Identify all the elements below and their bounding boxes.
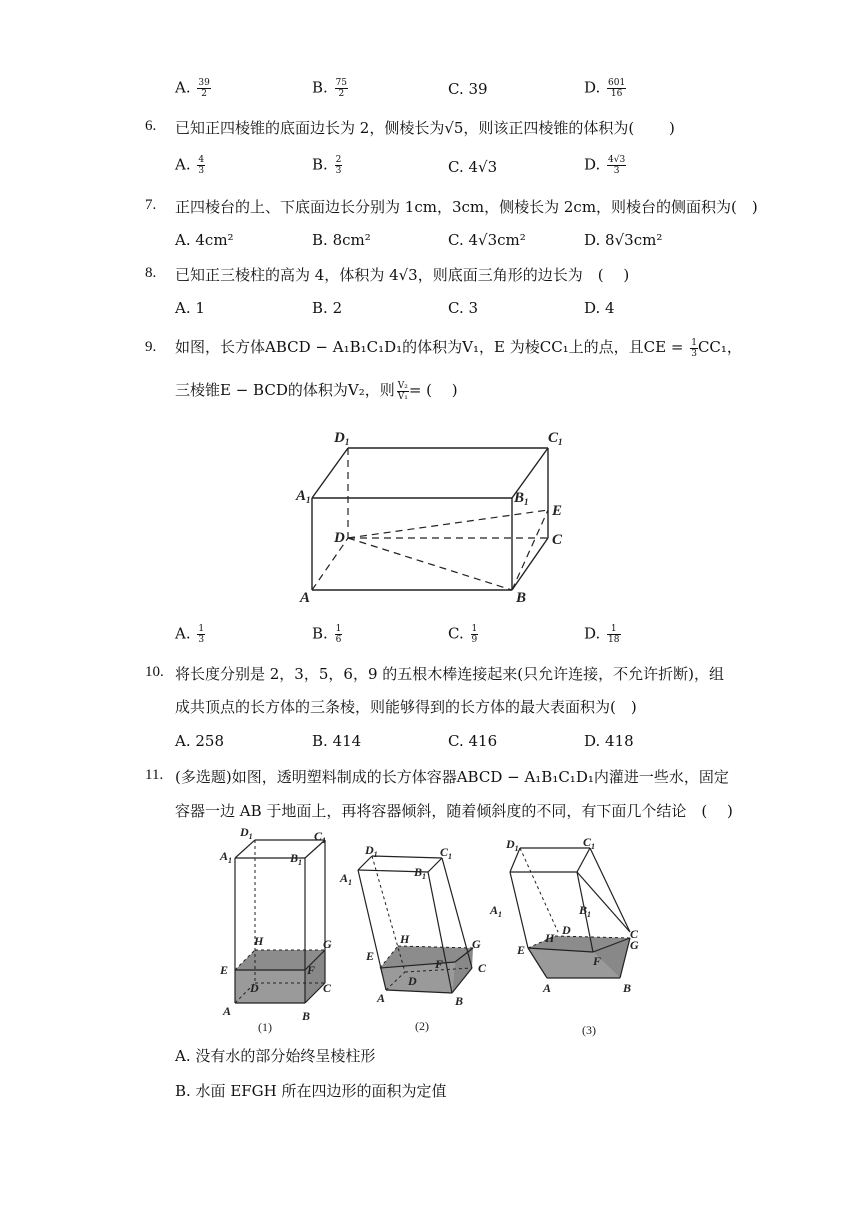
label-c: C (552, 532, 563, 548)
fraction: $\frac{1}{6}$ (335, 624, 342, 645)
question-number: 10. (145, 664, 164, 680)
label-b1: $B_1$ (579, 903, 592, 919)
question-text: 正四棱台的上、下底面边长分别为 1cm，3cm，侧棱长为 2cm，则棱台的侧面积为( ) (175, 198, 758, 216)
label-g: G (630, 938, 639, 952)
label-a1: $A_1$ (340, 871, 353, 887)
figure-1 (219, 825, 332, 1034)
container-diagrams (210, 820, 670, 1045)
q8-option-d[interactable]: D. 4 (584, 299, 615, 317)
q7-option-b[interactable]: B. 8cm² (312, 231, 371, 249)
q9-option-d[interactable]: D. $\frac{1}{18}$ (584, 624, 620, 645)
q10-option-a[interactable]: A. 258 (175, 732, 225, 750)
label-b: B (302, 1009, 311, 1023)
fraction: $\frac{601}{16}$ (608, 78, 626, 99)
fraction: $\frac{\text{V₂}}{\text{V₁}}$ (397, 380, 408, 402)
figure-2 (339, 843, 487, 1033)
question-text: 容器一边 AB 于地面上，再将容器倾斜，随着倾斜度的不同，有下面几个结论 ( ) (175, 802, 733, 820)
q9-option-b[interactable]: B. $\frac{1}{6}$ (312, 624, 342, 645)
label-b1: $B_1$ (414, 865, 427, 881)
q6-option-d[interactable]: D. $\frac{4√3}{3}$ (584, 155, 626, 176)
label-d1: $D_1$ (240, 825, 253, 841)
q11-option-b[interactable]: B. 水面 EFGH 所在四边形的面积为定值 (175, 1082, 447, 1100)
question-text: 成共顶点的长方体的三条棱，则能够得到的长方体的最大表面积为( ) (175, 698, 637, 716)
label-b1: $B_1$ (290, 851, 303, 867)
label-e: E (552, 503, 563, 519)
label-h: H (254, 934, 264, 948)
label-b1: $B_1$ (514, 490, 529, 507)
label-c: C (630, 927, 639, 941)
q7-option-c[interactable]: C. 4√3cm² (448, 231, 526, 249)
label-c1: $C_1$ (314, 829, 327, 845)
label-f: F (593, 954, 602, 968)
caption-3: (3) (582, 1023, 596, 1037)
question-number: 6. (145, 118, 157, 134)
question-text: 已知正四棱锥的底面边长为 2，侧棱长为√5，则该正四棱锥的体积为( ) (175, 119, 675, 137)
q8-option-b[interactable]: B. 2 (312, 299, 343, 317)
label-c1: $C_1$ (548, 430, 563, 447)
label-a: A (223, 1004, 232, 1018)
label-e: E (220, 963, 229, 977)
label-e: E (366, 949, 375, 963)
fraction: $\frac{1}{3}$ (691, 337, 697, 359)
question-text: 将长度分别是 2，3，5，6，9 的五根木棒连接起来(只允许连接，不允许折断)，组 (175, 665, 724, 683)
label-c1: $C_1$ (583, 835, 596, 851)
label-b: B (623, 981, 632, 995)
fraction: $\frac{4}{3}$ (198, 155, 205, 176)
label-d: D (334, 530, 345, 546)
q8-option-a[interactable]: A. 1 (175, 299, 205, 317)
label-b: B (455, 994, 464, 1008)
tilted-container-figures (210, 820, 670, 1045)
fraction: $\frac{75}{2}$ (335, 78, 348, 99)
label-a1: $A_1$ (220, 849, 233, 865)
q5-option-a[interactable]: A. $\frac{39}{2}$ (175, 78, 210, 99)
label-f: F (307, 963, 316, 977)
question-number: 7. (145, 197, 157, 213)
question-number: 8. (145, 265, 157, 281)
question-text: (多选题)如图，透明塑料制成的长方体容器ABCD − A₁B₁C₁D₁内灌进一些水，固定 (175, 768, 729, 786)
label-d: D (408, 974, 417, 988)
label-d1: $D_1$ (506, 837, 519, 853)
q6-option-b[interactable]: B. $\frac{2}{3}$ (312, 155, 342, 176)
question-number: 9. (145, 339, 157, 355)
q10-option-c[interactable]: C. 416 (448, 732, 498, 750)
label-a: A (543, 981, 552, 995)
label-c1: $C_1$ (440, 845, 453, 861)
label-g: G (323, 937, 332, 951)
label-e: E (517, 943, 526, 957)
label-h: H (545, 931, 555, 945)
cuboid-diagram (290, 420, 580, 610)
fraction: $\frac{1}{18}$ (608, 624, 620, 645)
question-text: 如图，长方体ABCD − A₁B₁C₁D₁的体积为V₁，E 为棱CC₁上的点，且CE = $\frac{1}{3}$ CC₁， (175, 337, 742, 359)
label-d: D (562, 923, 571, 937)
label-a: A (300, 590, 311, 606)
label-b: B (516, 590, 527, 606)
q5-option-c[interactable]: C. 39 (448, 80, 488, 98)
label-d1: $D_1$ (365, 843, 378, 859)
fraction: $\frac{39}{2}$ (198, 78, 210, 99)
label-a1: $A_1$ (490, 903, 503, 919)
q11-option-a[interactable]: A. 没有水的部分始终呈棱柱形 (175, 1047, 376, 1065)
question-number: 11. (145, 767, 164, 783)
fraction: $\frac{4√3}{3}$ (608, 155, 626, 176)
fraction: $\frac{1}{9}$ (471, 624, 478, 645)
label-c: C (323, 981, 332, 995)
question-text: 已知正三棱柱的高为 4，体积为 4√3，则底面三角形的边长为 ( ) (175, 266, 630, 284)
label-d: D (250, 981, 259, 995)
label-f: F (435, 957, 444, 971)
label-a1: $A_1$ (296, 488, 311, 505)
label-h: H (400, 932, 410, 946)
caption-2: (2) (415, 1019, 429, 1033)
q7-option-d[interactable]: D. 8√3cm² (584, 231, 663, 249)
figure-3 (489, 835, 639, 1037)
q8-option-c[interactable]: C. 3 (448, 299, 479, 317)
label-a: A (377, 991, 386, 1005)
q5-option-b[interactable]: B. $\frac{75}{2}$ (312, 78, 348, 99)
q9-option-c[interactable]: C. $\frac{1}{9}$ (448, 624, 478, 645)
q10-option-b[interactable]: B. 414 (312, 732, 362, 750)
q6-option-a[interactable]: A. $\frac{4}{3}$ (175, 155, 205, 176)
label-c: C (478, 961, 487, 975)
q9-option-a[interactable]: A. $\frac{1}{3}$ (175, 624, 205, 645)
q5-option-d[interactable]: D. $\frac{601}{16}$ (584, 78, 626, 99)
fraction: $\frac{1}{3}$ (198, 624, 205, 645)
cuboid-figure (290, 420, 580, 610)
label-g: G (472, 937, 481, 951)
caption-1: (1) (258, 1020, 272, 1034)
q6-option-c[interactable]: C. 4√3 (448, 158, 498, 176)
question-text: 三棱锥E − BCD的体积为V₂，则 $\frac{\text{V₂}}{\text{V₁}}$ = ( ) (175, 380, 458, 402)
label-d1: $D_1$ (334, 430, 350, 447)
q7-option-a[interactable]: A. 4cm² (175, 231, 234, 249)
fraction: $\frac{2}{3}$ (335, 155, 342, 176)
q10-option-d[interactable]: D. 418 (584, 732, 634, 750)
